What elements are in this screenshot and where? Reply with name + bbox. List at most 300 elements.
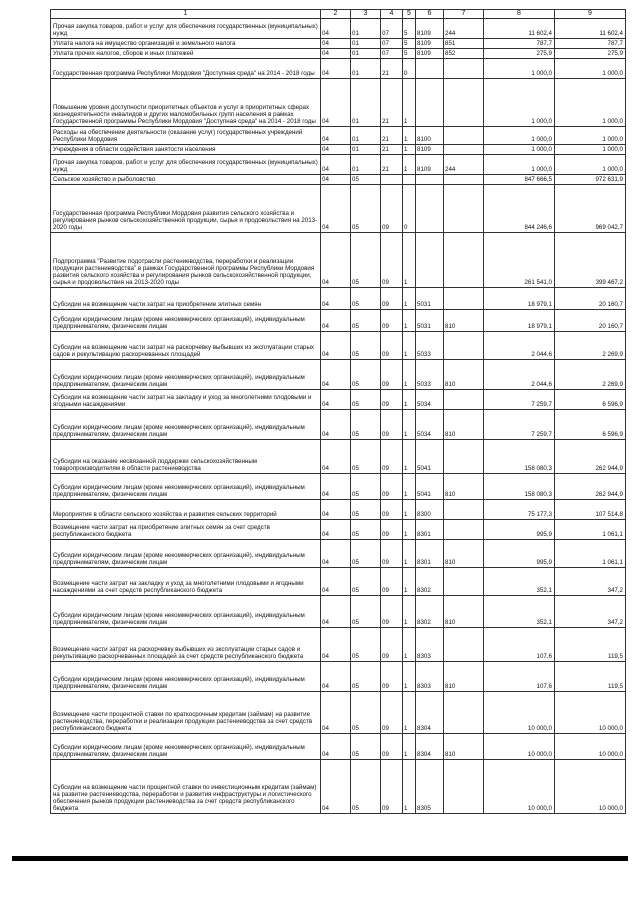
header-cell: 3 xyxy=(351,10,381,19)
header-cell: 6 xyxy=(416,10,444,19)
code-cell: 1 xyxy=(403,474,416,500)
code-cell: 05 xyxy=(351,332,381,360)
code-cell: 21 xyxy=(381,59,403,79)
code-cell: 810 xyxy=(444,474,484,500)
row-name: Государственная программа Республики Мордовия "Доступная среда" на 2014 - 2018 годы xyxy=(51,59,321,79)
code-cell: 852 xyxy=(444,49,484,59)
code-cell: 09 xyxy=(381,568,403,596)
code-cell: 09 xyxy=(381,288,403,310)
code-cell: 05 xyxy=(351,734,381,760)
header-cell: 2 xyxy=(321,10,351,19)
code-cell: 810 xyxy=(444,540,484,568)
amount-2015: 18 979,1 xyxy=(484,310,555,332)
code-cell: 851 xyxy=(444,39,484,49)
row-name: Возмещение части процентной ставки по краткосрочным кредитам (займам) на развитие растениеводства, переработки и реализации продукции растениеводства за счет средств республиканского бюджета xyxy=(51,692,321,734)
code-cell: 04 xyxy=(321,19,351,39)
code-cell: 810 xyxy=(444,734,484,760)
amount-2015: 995,9 xyxy=(484,540,555,568)
code-cell: 810 xyxy=(444,360,484,390)
header-cell: 5 xyxy=(403,10,416,19)
row-name: Возмещение части затрат на раскорчевку выбывших из эксплуатации старых садов и рекультивацию раскорчеванных площадей за счет средств республиканского бюджета xyxy=(51,628,321,662)
amount-2016: 2 269,9 xyxy=(555,360,626,390)
code-cell: 1 xyxy=(403,760,416,814)
code-cell: 09 xyxy=(381,692,403,734)
code-cell: 07 xyxy=(381,19,403,39)
code-cell: 8304 xyxy=(416,734,444,760)
code-cell: 05 xyxy=(351,233,381,288)
code-cell: 04 xyxy=(321,360,351,390)
code-cell: 8300 xyxy=(416,500,444,520)
table-row xyxy=(51,19,626,39)
row-name: Государственная программа Республики Мордовия развития сельского хозяйства и регулирования рынков сельскохозяйственной продукции, сырья и продовольствия на 2013-2020 годы xyxy=(51,185,321,233)
code-cell: 04 xyxy=(321,332,351,360)
code-cell xyxy=(444,628,484,662)
code-cell: 04 xyxy=(321,500,351,520)
code-cell: 04 xyxy=(321,288,351,310)
amount-2015: 847 666,5 xyxy=(484,175,555,185)
code-cell xyxy=(444,145,484,155)
amount-2016: 6 596,9 xyxy=(555,410,626,440)
code-cell: 05 xyxy=(351,310,381,332)
code-cell: 09 xyxy=(381,410,403,440)
code-cell: 04 xyxy=(321,440,351,474)
code-cell: 8109 xyxy=(416,145,444,155)
code-cell: 05 xyxy=(351,474,381,500)
code-cell: 1 xyxy=(403,155,416,175)
amount-2016: 20 160,7 xyxy=(555,288,626,310)
table-row xyxy=(51,185,626,233)
amount-2016: 107 514,8 xyxy=(555,500,626,520)
code-cell: 8109 xyxy=(416,49,444,59)
amount-2016: 969 042,7 xyxy=(555,185,626,233)
code-cell: 04 xyxy=(321,474,351,500)
code-cell: 1 xyxy=(403,692,416,734)
code-cell: 09 xyxy=(381,628,403,662)
row-name: Повышение уровня доступности приоритетных объектов и услуг в приоритетных сферах жизнедеятельности инвалидов и других маломобильных групп населения в рамках Государственной программы Республики Мордовия "Доступная среда" на 2014 - 2018 годы xyxy=(51,79,321,127)
code-cell: 05 xyxy=(351,175,381,185)
code-cell: 1 xyxy=(403,145,416,155)
table-row xyxy=(51,155,626,175)
code-cell: 5 xyxy=(403,39,416,49)
code-cell: 04 xyxy=(321,79,351,127)
amount-2016: 399 467,2 xyxy=(555,233,626,288)
row-name: Уплата прочих налогов, сборов и иных платежей xyxy=(51,49,321,59)
code-cell: 05 xyxy=(351,185,381,233)
table-row xyxy=(51,474,626,500)
code-cell: 05 xyxy=(351,760,381,814)
code-cell: 09 xyxy=(381,500,403,520)
table-row xyxy=(51,79,626,127)
amount-2016: 1 000,0 xyxy=(555,79,626,127)
code-cell: 01 xyxy=(351,59,381,79)
code-cell: 244 xyxy=(444,19,484,39)
code-cell: 1 xyxy=(403,233,416,288)
amount-2016: 119,5 xyxy=(555,662,626,692)
header-cell: 4 xyxy=(381,10,403,19)
code-cell: 05 xyxy=(351,628,381,662)
code-cell xyxy=(444,520,484,540)
budget-table-sheet xyxy=(50,9,625,814)
code-cell: 04 xyxy=(321,520,351,540)
code-cell xyxy=(444,332,484,360)
code-cell: 8303 xyxy=(416,662,444,692)
amount-2016: 1 061,1 xyxy=(555,540,626,568)
code-cell: 1 xyxy=(403,662,416,692)
code-cell: 04 xyxy=(321,692,351,734)
amount-2015: 261 541,0 xyxy=(484,233,555,288)
code-cell: 01 xyxy=(351,127,381,145)
table-row xyxy=(51,540,626,568)
code-cell: 04 xyxy=(321,628,351,662)
code-cell: 04 xyxy=(321,734,351,760)
table-row xyxy=(51,59,626,79)
code-cell: 09 xyxy=(381,360,403,390)
amount-2016: 2 269,9 xyxy=(555,332,626,360)
row-name: Субсидии юридическим лицам (кроме некоммерческих организаций), индивидуальным предпринимателям, физическим лицам xyxy=(51,310,321,332)
code-cell: 1 xyxy=(403,127,416,145)
amount-2015: 7 259,7 xyxy=(484,390,555,410)
code-cell: 1 xyxy=(403,390,416,410)
amount-2016: 1 000,0 xyxy=(555,145,626,155)
row-name: Возмещение части затрат на закладку и уход за многолетними плодовыми и ягодными насаждениями за счет средств республиканского бюджета xyxy=(51,568,321,596)
code-cell: 5033 xyxy=(416,332,444,360)
table-row xyxy=(51,175,626,185)
code-cell: 05 xyxy=(351,662,381,692)
row-name: Субсидии юридическим лицам (кроме некоммерческих организаций), индивидуальным предпринимателям, физическим лицам xyxy=(51,410,321,440)
code-cell: 8303 xyxy=(416,628,444,662)
table-row xyxy=(51,568,626,596)
row-name: Мероприятия в области сельского хозяйства и развития сельских территорий xyxy=(51,500,321,520)
amount-2015: 7 259,7 xyxy=(484,410,555,440)
amount-2015: 10 000,0 xyxy=(484,734,555,760)
code-cell: 04 xyxy=(321,39,351,49)
code-cell: 5041 xyxy=(416,474,444,500)
code-cell: 04 xyxy=(321,233,351,288)
code-cell: 01 xyxy=(351,145,381,155)
code-cell xyxy=(444,390,484,410)
code-cell: 810 xyxy=(444,596,484,628)
code-cell: 0 xyxy=(403,59,416,79)
table-row xyxy=(51,390,626,410)
amount-2015: 1 000,0 xyxy=(484,127,555,145)
table-row xyxy=(51,288,626,310)
code-cell: 04 xyxy=(321,760,351,814)
row-name: Субсидии юридическим лицам (кроме некоммерческих организаций), индивидуальным предпринимателям, физическим лицам xyxy=(51,474,321,500)
table-row xyxy=(51,662,626,692)
code-cell: 09 xyxy=(381,390,403,410)
amount-2015: 1 000,0 xyxy=(484,145,555,155)
row-name: Субсидии на возмещение части процентной ставки по инвестиционным кредитам (займам) на развитие растениеводства, переработки и развития инфраструктуры и логистического обеспечения рынков продукции растениеводства за счет средств республиканского бюджета xyxy=(51,760,321,814)
code-cell: 05 xyxy=(351,440,381,474)
code-cell: 5031 xyxy=(416,288,444,310)
amount-2016: 1 061,1 xyxy=(555,520,626,540)
code-cell: 5034 xyxy=(416,390,444,410)
amount-2015: 995,9 xyxy=(484,520,555,540)
row-name: Возмещение части затрат на приобретение элитных семян за счет средств республиканского бюджета xyxy=(51,520,321,540)
table-row xyxy=(51,39,626,49)
code-cell: 8302 xyxy=(416,596,444,628)
amount-2016: 787,7 xyxy=(555,39,626,49)
code-cell: 1 xyxy=(403,520,416,540)
amount-2016: 347,2 xyxy=(555,568,626,596)
amount-2015: 1 000,0 xyxy=(484,155,555,175)
amount-2016: 1 000,0 xyxy=(555,59,626,79)
amount-2015: 844 246,6 xyxy=(484,185,555,233)
table-row xyxy=(51,628,626,662)
code-cell xyxy=(444,500,484,520)
amount-2015: 352,1 xyxy=(484,596,555,628)
amount-2015: 107,6 xyxy=(484,662,555,692)
row-name: Субсидии на возмещение части затрат на раскорчевку выбывших из эксплуатации старых садов и рекультивацию раскорчеванных площадей xyxy=(51,332,321,360)
code-cell: 5041 xyxy=(416,440,444,474)
code-cell: 8301 xyxy=(416,540,444,568)
table-row xyxy=(51,332,626,360)
amount-2015: 75 177,3 xyxy=(484,500,555,520)
code-cell: 04 xyxy=(321,596,351,628)
code-cell xyxy=(381,175,403,185)
code-cell: 04 xyxy=(321,410,351,440)
code-cell: 8305 xyxy=(416,760,444,814)
code-cell: 1 xyxy=(403,288,416,310)
code-cell: 1 xyxy=(403,596,416,628)
code-cell: 21 xyxy=(381,145,403,155)
code-cell: 04 xyxy=(321,175,351,185)
amount-2016: 11 602,4 xyxy=(555,19,626,39)
code-cell: 21 xyxy=(381,155,403,175)
code-cell: 05 xyxy=(351,410,381,440)
amount-2015: 2 044,6 xyxy=(484,360,555,390)
code-cell: 8109 xyxy=(416,19,444,39)
code-cell: 1 xyxy=(403,360,416,390)
code-cell: 21 xyxy=(381,79,403,127)
header-cell: 7 xyxy=(444,10,484,19)
row-name: Субсидии юридическим лицам (кроме некоммерческих организаций), индивидуальным предпринимателям, физическим лицам xyxy=(51,596,321,628)
code-cell: 05 xyxy=(351,568,381,596)
amount-2015: 11 602,4 xyxy=(484,19,555,39)
amount-2016: 262 944,9 xyxy=(555,474,626,500)
amount-2015: 352,1 xyxy=(484,568,555,596)
row-name: Субсидии юридическим лицам (кроме некоммерческих организаций), индивидуальным предпринимателям, физическим лицам xyxy=(51,540,321,568)
bottom-rule xyxy=(12,856,628,861)
code-cell xyxy=(444,185,484,233)
code-cell xyxy=(416,175,444,185)
amount-2015: 10 000,0 xyxy=(484,692,555,734)
amount-2015: 10 000,0 xyxy=(484,760,555,814)
code-cell: 04 xyxy=(321,185,351,233)
table-row xyxy=(51,734,626,760)
amount-2016: 119,5 xyxy=(555,628,626,662)
row-name: Уплата налога на имущество организаций и земельного налога xyxy=(51,39,321,49)
row-name: Субсидии на возмещение части затрат на приобретение элитных семян xyxy=(51,288,321,310)
code-cell: 09 xyxy=(381,540,403,568)
header-cell: 9 xyxy=(555,10,626,19)
amount-2015: 18 979,1 xyxy=(484,288,555,310)
code-cell: 5031 xyxy=(416,310,444,332)
code-cell: 1 xyxy=(403,79,416,127)
code-cell: 5034 xyxy=(416,410,444,440)
table-row xyxy=(51,440,626,474)
amount-2016: 1 000,0 xyxy=(555,155,626,175)
code-cell: 1 xyxy=(403,734,416,760)
code-cell: 05 xyxy=(351,540,381,568)
row-name: Расходы на обеспечение деятельности (оказание услуг) государственных учреждений Республики Мордовия xyxy=(51,127,321,145)
amount-2016: 1 000,0 xyxy=(555,127,626,145)
row-name: Субсидии юридическим лицам (кроме некоммерческих организаций), индивидуальным предпринимателям, физическим лицам xyxy=(51,360,321,390)
amount-2016: 10 000,0 xyxy=(555,734,626,760)
table-body xyxy=(51,19,626,814)
code-cell xyxy=(444,568,484,596)
code-cell: 05 xyxy=(351,500,381,520)
code-cell: 8109 xyxy=(416,155,444,175)
code-cell: 04 xyxy=(321,662,351,692)
row-name: Субсидии на возмещение части затрат на закладку и уход за многолетними плодовыми и ягодными насаждениями xyxy=(51,390,321,410)
budget-table xyxy=(50,9,626,814)
row-name: Учреждения в области содействия занятости населения xyxy=(51,145,321,155)
amount-2015: 1 000,0 xyxy=(484,59,555,79)
code-cell: 8100 xyxy=(416,127,444,145)
code-cell: 5033 xyxy=(416,360,444,390)
code-cell: 05 xyxy=(351,288,381,310)
code-cell: 04 xyxy=(321,540,351,568)
code-cell: 09 xyxy=(381,474,403,500)
table-row xyxy=(51,310,626,332)
code-cell: 810 xyxy=(444,662,484,692)
code-cell: 05 xyxy=(351,390,381,410)
amount-2015: 2 044,6 xyxy=(484,332,555,360)
code-cell: 01 xyxy=(351,79,381,127)
header-cell: 8 xyxy=(484,10,555,19)
row-name: Прочая закупка товаров, работ и услуг для обеспечения государственных (муниципальных) нужд xyxy=(51,155,321,175)
amount-2015: 158 080,3 xyxy=(484,474,555,500)
code-cell: 09 xyxy=(381,233,403,288)
code-cell xyxy=(444,79,484,127)
table-row xyxy=(51,127,626,145)
code-cell: 5 xyxy=(403,19,416,39)
code-cell xyxy=(416,59,444,79)
code-cell: 09 xyxy=(381,734,403,760)
code-cell: 244 xyxy=(444,155,484,175)
code-cell: 07 xyxy=(381,39,403,49)
code-cell: 09 xyxy=(381,520,403,540)
code-cell: 01 xyxy=(351,19,381,39)
header-row xyxy=(51,10,626,19)
amount-2016: 972 631,9 xyxy=(555,175,626,185)
code-cell: 8301 xyxy=(416,520,444,540)
code-cell: 09 xyxy=(381,332,403,360)
code-cell xyxy=(416,79,444,127)
table-row xyxy=(51,596,626,628)
row-name: Субсидии на оказание несвязанной поддержки сельскохозяйственным товаропроизводителям в области растениеводства xyxy=(51,440,321,474)
row-name: Субсидии юридическим лицам (кроме некоммерческих организаций), индивидуальным предпринимателям, физическим лицам xyxy=(51,662,321,692)
code-cell: 1 xyxy=(403,310,416,332)
table-row xyxy=(51,233,626,288)
code-cell: 04 xyxy=(321,49,351,59)
code-cell: 8302 xyxy=(416,568,444,596)
amount-2016: 275,9 xyxy=(555,49,626,59)
code-cell xyxy=(444,233,484,288)
code-cell: 1 xyxy=(403,568,416,596)
amount-2016: 347,2 xyxy=(555,596,626,628)
code-cell: 05 xyxy=(351,596,381,628)
code-cell xyxy=(444,59,484,79)
row-name: Субсидии юридическим лицам (кроме некоммерческих организаций), индивидуальным предпринимателям, физическим лицам xyxy=(51,734,321,760)
code-cell xyxy=(444,288,484,310)
header-cell: 1 xyxy=(51,10,321,19)
amount-2016: 262 944,9 xyxy=(555,440,626,474)
table-row xyxy=(51,500,626,520)
row-name: Подпрограмма "Развитие подотрасли растениеводства, переработки и реализации продукции растениеводства" в рамках Государственной программы Республики Мордовия развития сельского хозяйства и регулирования рынков сельскохозяйственной продукции, сырья и продовольствия на 2013-2020 годы xyxy=(51,233,321,288)
code-cell: 1 xyxy=(403,332,416,360)
code-cell: 1 xyxy=(403,628,416,662)
amount-2016: 10 000,0 xyxy=(555,692,626,734)
amount-2016: 20 160,7 xyxy=(555,310,626,332)
code-cell xyxy=(444,760,484,814)
table-row xyxy=(51,410,626,440)
row-name: Сельское хозяйство и рыболовство xyxy=(51,175,321,185)
code-cell: 5 xyxy=(403,49,416,59)
code-cell: 09 xyxy=(381,760,403,814)
code-cell: 09 xyxy=(381,440,403,474)
code-cell: 04 xyxy=(321,310,351,332)
code-cell xyxy=(444,175,484,185)
code-cell: 1 xyxy=(403,410,416,440)
code-cell: 1 xyxy=(403,500,416,520)
code-cell: 09 xyxy=(381,310,403,332)
code-cell xyxy=(444,692,484,734)
code-cell: 04 xyxy=(321,155,351,175)
table-row xyxy=(51,145,626,155)
code-cell: 21 xyxy=(381,127,403,145)
code-cell xyxy=(444,440,484,474)
code-cell: 09 xyxy=(381,662,403,692)
table-row xyxy=(51,520,626,540)
code-cell: 01 xyxy=(351,155,381,175)
amount-2015: 158 080,3 xyxy=(484,440,555,474)
code-cell: 810 xyxy=(444,310,484,332)
code-cell: 04 xyxy=(321,59,351,79)
code-cell: 810 xyxy=(444,410,484,440)
code-cell: 04 xyxy=(321,145,351,155)
code-cell: 04 xyxy=(321,568,351,596)
table-row xyxy=(51,49,626,59)
code-cell: 8109 xyxy=(416,39,444,49)
amount-2015: 787,7 xyxy=(484,39,555,49)
table-row xyxy=(51,760,626,814)
table-row xyxy=(51,692,626,734)
code-cell: 01 xyxy=(351,49,381,59)
code-cell: 1 xyxy=(403,540,416,568)
code-cell: 09 xyxy=(381,185,403,233)
code-cell xyxy=(416,233,444,288)
code-cell: 04 xyxy=(321,390,351,410)
code-cell: 09 xyxy=(381,596,403,628)
amount-2015: 275,9 xyxy=(484,49,555,59)
amount-2016: 10 000,0 xyxy=(555,760,626,814)
code-cell xyxy=(416,185,444,233)
code-cell: 05 xyxy=(351,520,381,540)
table-row xyxy=(51,360,626,390)
amount-2016: 6 596,9 xyxy=(555,390,626,410)
amount-2015: 107,6 xyxy=(484,628,555,662)
code-cell: 8304 xyxy=(416,692,444,734)
code-cell: 07 xyxy=(381,49,403,59)
code-cell: 1 xyxy=(403,440,416,474)
code-cell xyxy=(403,175,416,185)
code-cell: 01 xyxy=(351,39,381,49)
code-cell xyxy=(444,127,484,145)
code-cell: 05 xyxy=(351,360,381,390)
code-cell: 05 xyxy=(351,692,381,734)
